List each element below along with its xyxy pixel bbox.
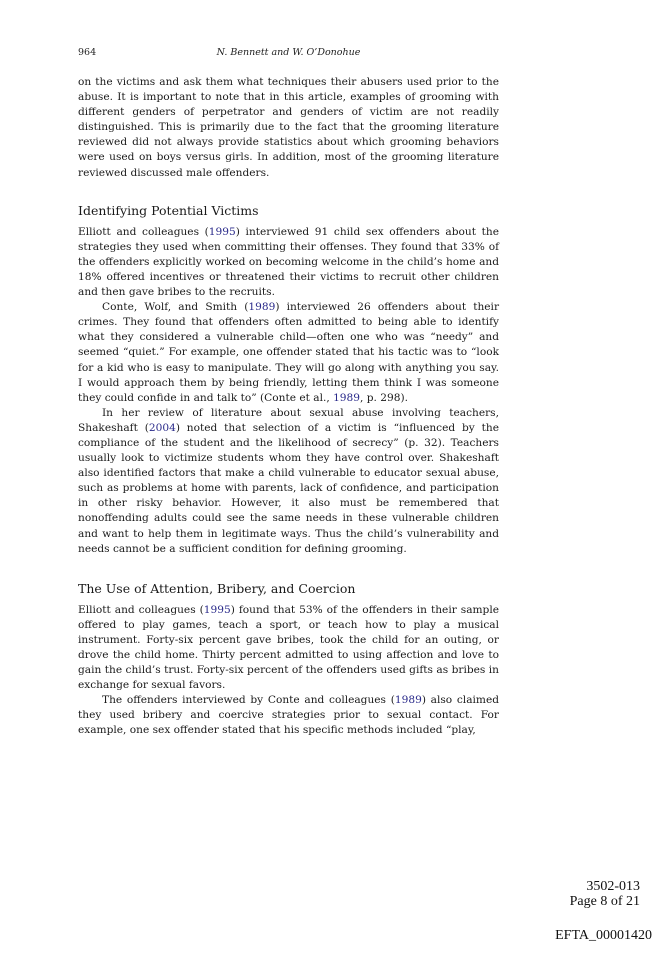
doc-code: 3502-013	[586, 879, 640, 894]
citation-link[interactable]: 1989	[394, 694, 422, 707]
document-stamp	[570, 879, 640, 909]
paragraph-conte-bribery: The offenders interviewed by Conte and colleagues (1989) also claimed they used bribery and coercive strategies prior to sexual contact. For example, one sex offender stated that his specific methods included “play,	[78, 694, 499, 737]
section-heading-attention-bribery: The Use of Attention, Bribery, and Coercion	[78, 580, 356, 596]
citation-link[interactable]: 1989	[333, 391, 361, 404]
paragraph-shakeshaft-2004: In her review of literature about sexual abuse involving teachers, Shakeshaft (2004) noted that selection of a victim is “influenced by the compliance of the student and the likelihood of secrecy” (p. 32). Teachers usually look to victimize students whom they have control over. Shakeshaft also identified factors that make a child vulnerable to educator sexual abuse, such as problems at home with parents, lack of confidence, and participation in other risky behavior. However, it also must be remembered that nonoffending adults could see the same needs in these vulnerable children and want to help them in legitimate ways. Thus the child’s vulnerability and needs cannot be a sufficient condition for defining grooming.	[78, 406, 499, 555]
paragraph-elliott-findings: Elliott and colleagues (1995) found that 53% of the offenders in their sample offered to play games, teach a sport, or teach how to play a musical instrument. Forty-six percent gave bribes, took the child for an outing, or drove the child home. Thirty percent admitted to using affection and love to gain the child’s trust. Forty-six percent of the offenders used gifts as bribes in exchange for sexual favors.	[78, 603, 499, 692]
citation-link[interactable]: 1995	[203, 603, 231, 616]
intro-paragraph: on the victims and ask them what techniques their abusers used prior to the abuse. It is important to note that in this article, examples of grooming with different genders of perpetrator and genders of victim are not readily distinguished. This is primarily due to the fact that the grooming literature reviewed did not always provide statistics about which grooming behaviors were used on boys versus girls. In addition, most of the grooming literature reviewed discussed male offenders.	[78, 76, 499, 179]
paragraph-conte-1989: Conte, Wolf, and Smith (1989) interviewed 26 offenders about their crimes. They found that offenders often admitted to being able to identify what they considered a vulnerable child—often one who was “needy” and seemed “quiet.” For example, one offender stated that his tactic was to “look for a kid who is easy to manipulate. They will go along with anything you say. I would approach them by being friendly, letting them think I was someone they could confide in and talk to” (Conte et al., 1989, p. 298).	[78, 301, 500, 404]
section-heading-identifying-victims: Identifying Potential Victims	[78, 202, 259, 218]
citation-link[interactable]: 1995	[208, 225, 236, 238]
article-body	[78, 75, 499, 739]
page-number: 964	[78, 47, 97, 58]
running-title: N. Bennett and W. O’Donohue	[216, 47, 361, 58]
paragraph-elliott-1995: Elliott and colleagues (1995) interviewed 91 child sex offenders about the strategies they used when committing their offenses. They found that 33% of the offenders explicitly worked on becoming welcome in the child’s home and 18% offered incentives or threatened their victims to recruit other children and then gave bribes to the recruits.	[78, 225, 499, 299]
efta-id: EFTA_00001420	[555, 928, 652, 943]
page-of-count: Page 8 of 21	[569, 894, 640, 909]
citation-link[interactable]: 2004	[148, 421, 176, 434]
citation-link[interactable]: 1989	[248, 301, 276, 314]
